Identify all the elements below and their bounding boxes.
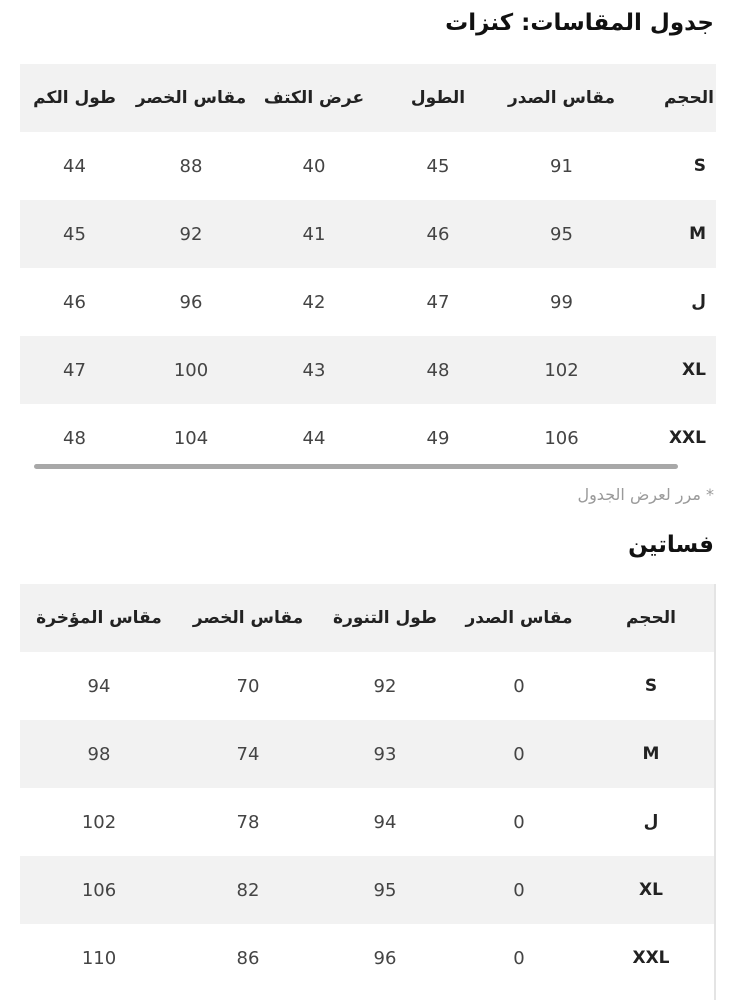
table-cell: 47	[20, 336, 129, 404]
table-cell: 99	[550, 291, 573, 313]
table-cell: 100	[129, 336, 253, 404]
size-cell: S	[693, 156, 706, 176]
table-row	[20, 924, 716, 992]
table-cell: 0	[513, 675, 525, 697]
table-cell: 48	[63, 427, 86, 449]
table-cell: 96	[373, 947, 397, 969]
tops-header-size: الحجم	[622, 64, 716, 132]
table-cell: 46	[375, 200, 501, 268]
dresses-size-table	[20, 584, 716, 992]
table-cell: 110	[81, 947, 117, 969]
table-cell: 41	[253, 200, 375, 268]
table-cell: 106	[20, 856, 178, 924]
size-cell: XXL	[632, 948, 670, 968]
table-cell: 74	[178, 720, 318, 788]
table-edge-divider	[714, 584, 716, 1000]
tops-size-table	[20, 64, 716, 472]
table-cell: 49	[426, 427, 450, 449]
table-cell: 40	[302, 155, 326, 177]
dresses-header-row	[20, 584, 716, 652]
size-cell: S	[644, 676, 658, 696]
tops-header-row	[20, 64, 716, 132]
table-cell: 45	[20, 200, 129, 268]
table-cell: 88	[179, 155, 203, 177]
table-row	[20, 132, 716, 200]
table-row	[20, 200, 716, 268]
size-cell: XL	[586, 856, 716, 924]
dresses-header-chest: مقاس الصدر	[452, 584, 586, 652]
table-row	[20, 720, 716, 788]
table-row	[20, 268, 716, 336]
dresses-header-skirt-length: طول التنورة	[318, 584, 452, 652]
table-row	[20, 652, 716, 720]
size-cell: XL	[622, 336, 716, 404]
table-cell: 93	[318, 720, 452, 788]
table-cell: 94	[87, 675, 111, 697]
table-cell: 47	[426, 291, 450, 313]
size-cell: ل	[691, 292, 706, 312]
table-cell: 104	[173, 427, 209, 449]
table-cell: 91	[550, 155, 573, 177]
table-cell: 102	[501, 336, 622, 404]
table-row	[20, 404, 716, 472]
table-cell: 98	[20, 720, 178, 788]
table-row	[20, 788, 716, 856]
table-cell: 102	[81, 811, 117, 833]
dresses-header-waist: مقاس الخصر	[178, 584, 318, 652]
scroll-hint-note: * مرر لعرض الجدول	[577, 485, 714, 504]
table-cell: 45	[426, 155, 450, 177]
table-cell: 86	[236, 947, 260, 969]
table-cell: 82	[178, 856, 318, 924]
table-cell: 94	[373, 811, 397, 833]
table-cell: 46	[63, 291, 86, 313]
tops-header-sleeve: طول الكم	[20, 64, 129, 132]
table-cell: 48	[375, 336, 501, 404]
table-cell: 78	[236, 811, 260, 833]
dresses-section-title: فساتين	[628, 532, 714, 558]
table-row	[20, 336, 716, 404]
tops-header-waist: مقاس الخصر	[129, 64, 253, 132]
table-cell: 0	[513, 811, 525, 833]
size-cell: M	[586, 720, 716, 788]
dresses-header-hips: مقاس المؤخرة	[20, 584, 178, 652]
table-cell: 0	[452, 720, 586, 788]
table-cell: 92	[129, 200, 253, 268]
table-cell: 95	[501, 200, 622, 268]
size-cell: XXL	[668, 428, 706, 448]
table-cell: 0	[452, 856, 586, 924]
tops-table-scroll-area[interactable]	[20, 64, 716, 474]
table-cell: 95	[318, 856, 452, 924]
table-cell: 44	[302, 427, 326, 449]
horizontal-scrollbar[interactable]	[34, 464, 678, 469]
table-cell: 96	[179, 291, 203, 313]
table-row	[20, 856, 716, 924]
size-cell: M	[622, 200, 716, 268]
table-cell: 106	[544, 427, 579, 449]
table-cell: 92	[373, 675, 397, 697]
table-cell: 43	[253, 336, 375, 404]
tops-header-chest: مقاس الصدر	[501, 64, 622, 132]
tops-section-title: جدول المقاسات: كنزات	[445, 10, 714, 36]
table-cell: 70	[236, 675, 260, 697]
table-cell: 0	[513, 947, 525, 969]
size-cell: ل	[643, 812, 659, 832]
dresses-table-scroll-area[interactable]	[20, 584, 716, 1000]
table-cell: 42	[302, 291, 326, 313]
dresses-header-size: الحجم	[586, 584, 716, 652]
tops-header-shoulder: عرض الكتف	[253, 64, 375, 132]
tops-header-length: الطول	[375, 64, 501, 132]
table-cell: 44	[63, 155, 86, 177]
